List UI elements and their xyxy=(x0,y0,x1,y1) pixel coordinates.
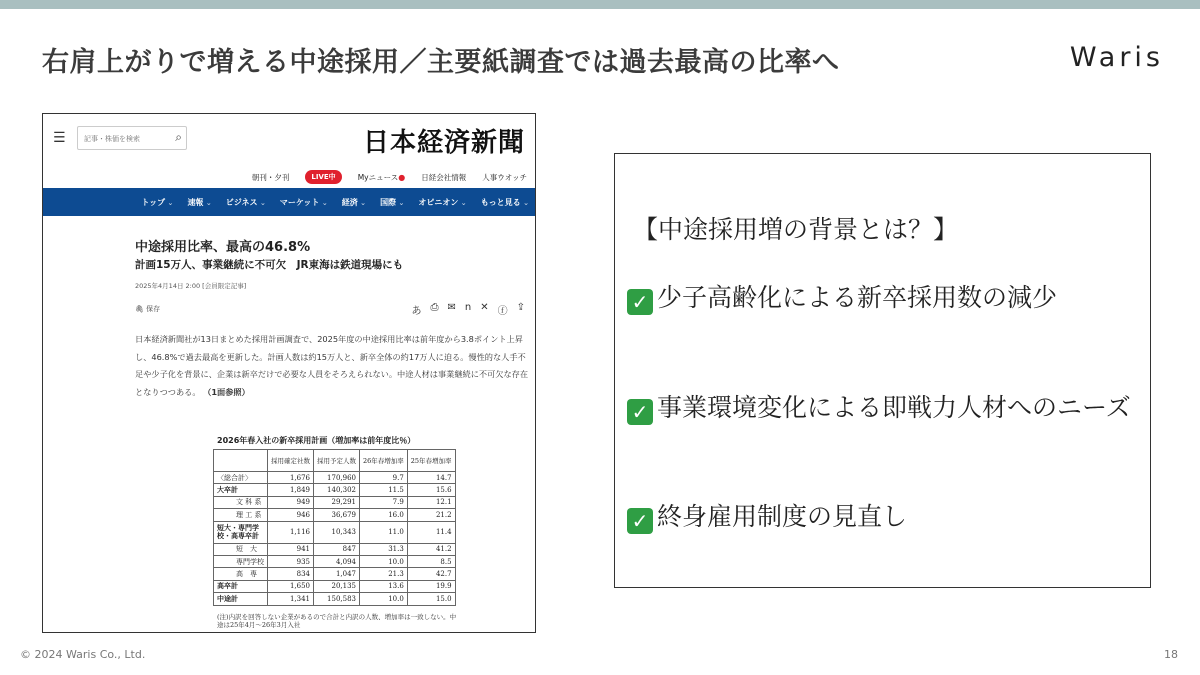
search-placeholder: 記事・株価を検索 xyxy=(84,135,140,143)
article-body-ref: （1面参照） xyxy=(203,386,250,397)
table-cell: 941 xyxy=(268,543,314,555)
table-cell-label: 高 専 xyxy=(214,568,268,580)
subnav-company-info[interactable]: 日経会社情報 xyxy=(421,172,467,182)
table-cell-label: 短大・専門学校・高専卒計 xyxy=(214,521,268,543)
facebook-icon[interactable]: ⓕ xyxy=(497,306,508,317)
table-cell-label: 大卒計 xyxy=(214,484,268,496)
table-header: 25年春増加率 xyxy=(407,450,455,472)
table-cell: 29,291 xyxy=(314,496,360,508)
table-row xyxy=(214,472,456,484)
table-cell: 150,583 xyxy=(314,593,360,605)
nikkei-article-screenshot xyxy=(42,113,536,633)
translate-icon[interactable]: あ xyxy=(411,306,422,317)
x-share-icon[interactable]: ✕ xyxy=(480,302,489,313)
callout-title: 【中途採用増の背景とは？】 xyxy=(633,215,959,244)
search-icon[interactable]: ⌕ xyxy=(175,130,182,144)
table-cell: 11.5 xyxy=(360,484,408,496)
table-row xyxy=(214,580,456,592)
nav-item-more[interactable]: もっと見る ⌄ xyxy=(481,197,529,208)
table-row xyxy=(214,496,456,508)
hiring-plan-table xyxy=(213,449,456,606)
table-cell: 949 xyxy=(268,496,314,508)
table-cell: 1,116 xyxy=(268,521,314,543)
table-row xyxy=(214,593,456,605)
article-subnav xyxy=(252,170,527,184)
check-mark-icon: ✓ xyxy=(627,508,653,534)
check-mark-icon: ✓ xyxy=(627,289,653,315)
table-cell: 19.9 xyxy=(407,580,455,592)
callout-point-text: 少子高齢化による新卒採用数の減少 xyxy=(657,283,1058,312)
hamburger-menu-icon[interactable]: ☰ xyxy=(53,130,66,146)
waris-logo: Waris xyxy=(1069,42,1164,73)
slide-title: 右肩上がりで増える中途採用／主要紙調査では過去最高の比率へ xyxy=(42,47,840,78)
callout-point xyxy=(627,280,1142,316)
nikkei-masthead-logo[interactable]: 日本経済新聞 xyxy=(362,128,525,158)
paperclip-icon: 🖇 xyxy=(135,305,144,313)
table-header: 26年春増加率 xyxy=(360,450,408,472)
table-caption: 2026年春入社の新卒採用計画（増加率は前年度比％） xyxy=(217,436,416,445)
nav-item-business[interactable]: ビジネス ⌄ xyxy=(226,197,266,208)
table-cell-label: 文 科 系 xyxy=(214,496,268,508)
table-cell: 11.0 xyxy=(360,521,408,543)
article-date: 2025年4月14日 2:00 [会員限定記事] xyxy=(135,282,247,290)
share-icon[interactable]: ⇪ xyxy=(516,302,525,313)
table-cell: 7.9 xyxy=(360,496,408,508)
note-icon[interactable]: n xyxy=(464,302,472,313)
subnav-hr-watch[interactable]: 人事ウオッチ xyxy=(482,172,527,182)
callout-point xyxy=(627,499,1142,535)
table-header xyxy=(214,450,268,472)
table-cell: 140,302 xyxy=(314,484,360,496)
table-cell-label: 短 大 xyxy=(214,543,268,555)
print-icon[interactable]: ⎙ xyxy=(430,302,439,313)
table-row xyxy=(214,509,456,521)
table-cell: 935 xyxy=(268,555,314,567)
table-cell: 13.6 xyxy=(360,580,408,592)
table-header: 採用予定人数 xyxy=(314,450,360,472)
table-cell: 15.0 xyxy=(407,593,455,605)
table-cell: 11.4 xyxy=(407,521,455,543)
table-cell: 9.7 xyxy=(360,472,408,484)
table-header-row xyxy=(214,450,456,472)
table-cell: 4,094 xyxy=(314,555,360,567)
table-cell-label: 高卒計 xyxy=(214,580,268,592)
table-cell: 1,676 xyxy=(268,472,314,484)
table-cell: 10.0 xyxy=(360,555,408,567)
table-cell: 10.0 xyxy=(360,593,408,605)
table-row xyxy=(214,484,456,496)
article-search-input[interactable] xyxy=(77,126,187,150)
article-subheadline: 計画15万人、事業継続に不可欠 JR東海は鉄道現場にも xyxy=(135,259,404,271)
table-cell: 8.5 xyxy=(407,555,455,567)
callout-point-text: 終身雇用制度の見直し xyxy=(657,502,908,531)
article-body xyxy=(135,331,529,401)
table-row xyxy=(214,568,456,580)
article-headline: 中途採用比率、最高の46.8% xyxy=(135,240,311,255)
table-cell: 15.6 xyxy=(407,484,455,496)
mail-icon[interactable]: ✉ xyxy=(447,302,456,313)
table-row xyxy=(214,521,456,543)
nav-item-top[interactable]: トップ ⌄ xyxy=(141,197,173,208)
top-accent-bar xyxy=(0,0,1200,9)
table-cell: 20,135 xyxy=(314,580,360,592)
table-cell: 847 xyxy=(314,543,360,555)
check-mark-icon: ✓ xyxy=(627,399,653,425)
table-cell-label: 中途計 xyxy=(214,593,268,605)
table-cell: 42.7 xyxy=(407,568,455,580)
table-cell-label: 〈総合計〉 xyxy=(214,472,268,484)
table-note: (注)内訳を回答しない企業があるので合計と内訳の人数、増加率は一致しない。中途は25年4月〜26年3月入社 xyxy=(217,613,457,629)
table-row xyxy=(214,555,456,567)
table-cell-label: 専門学校 xyxy=(214,555,268,567)
table-cell: 1,047 xyxy=(314,568,360,580)
table-row xyxy=(214,543,456,555)
table-cell-label: 理 工 系 xyxy=(214,509,268,521)
table-cell: 1,650 xyxy=(268,580,314,592)
copyright: © 2024 Waris Co., Ltd. xyxy=(20,648,146,661)
save-button[interactable] xyxy=(135,304,160,314)
callout-point xyxy=(627,390,1142,426)
table-header: 採用確定社数 xyxy=(268,450,314,472)
table-cell: 36,679 xyxy=(314,509,360,521)
share-toolbar xyxy=(411,302,525,317)
subnav-my-news[interactable]: Myニュース● xyxy=(357,172,406,182)
background-callout-box xyxy=(614,153,1151,588)
table-cell: 12.1 xyxy=(407,496,455,508)
table-cell: 1,341 xyxy=(268,593,314,605)
table-cell: 14.7 xyxy=(407,472,455,484)
nav-item-economy[interactable]: 経済 ⌄ xyxy=(342,197,366,208)
subnav-morning-evening[interactable]: 朝刊・夕刊 xyxy=(251,172,290,182)
nav-item-breaking[interactable]: 速報 ⌄ xyxy=(187,197,211,208)
table-cell: 10,343 xyxy=(314,521,360,543)
table-cell: 170,960 xyxy=(314,472,360,484)
nav-item-international[interactable]: 国際 ⌄ xyxy=(380,197,404,208)
nav-item-market[interactable]: マーケット ⌄ xyxy=(280,197,328,208)
table-cell: 946 xyxy=(268,509,314,521)
table-cell: 834 xyxy=(268,568,314,580)
live-badge[interactable]: LIVE中 xyxy=(305,170,341,184)
page-number: 18 xyxy=(1164,648,1178,661)
table-cell: 16.0 xyxy=(360,509,408,521)
nav-item-opinion[interactable]: オピニオン ⌄ xyxy=(418,197,466,208)
article-header xyxy=(43,114,535,164)
article-main-nav xyxy=(43,188,535,216)
save-label: 保存 xyxy=(146,305,161,313)
callout-point-text: 事業環境変化による即戦力人材へのニーズ xyxy=(657,393,1131,422)
table-cell: 31.3 xyxy=(360,543,408,555)
table-cell: 21.2 xyxy=(407,509,455,521)
table-cell: 21.3 xyxy=(360,568,408,580)
article-body-text: 日本経済新聞社が13日まとめた採用計画調査で、2025年度の中途採用比率は前年度から3.8ポイント上昇し、46.8%で過去最高を更新した。計画人数は約15万人と、新卒全体の約17万人に迫る。慢性的な人手不足や少子化を背景に、企業は新卒だけで必要な人員をそろえられない。中途人材は事業継続に不可欠な存在となりつつある。 xyxy=(135,334,529,397)
table-cell: 1,849 xyxy=(268,484,314,496)
notification-dot-icon: ● xyxy=(398,172,406,182)
table-cell: 41.2 xyxy=(407,543,455,555)
